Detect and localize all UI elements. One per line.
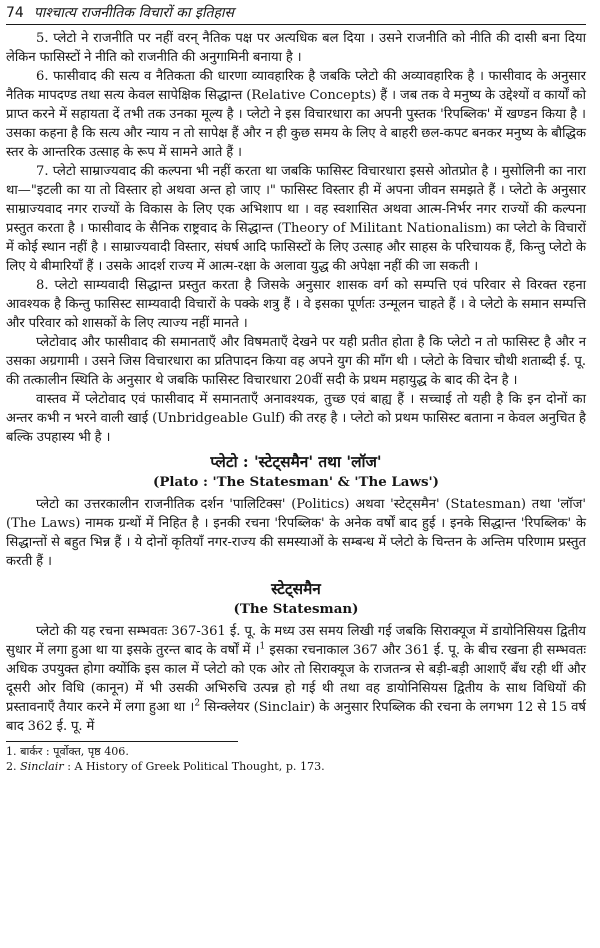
paragraph-point-5: 5. प्लेटो ने राजनीति पर नहीं वरन् नैतिक पक्ष पर अत्यधिक बल दिया । उसने राजनीति को नीति की दासी बना दिया लेकिन फासिस्टों ने नीति को राजनीति की अनुगामिनी बनाया है । [6,31,586,65]
section-subtitle-laws: (Plato : 'The Statesman' & 'The Laws') [153,474,439,490]
paragraph-point-8: 8. प्लेटो साम्यवादी सिद्धान्त प्रस्तुत करता है जिसके अनुसार शासक वर्ग को सम्पत्ति एवं परिवार से विरक्त रहना आवश्यक है किन्तु फासिस्ट साम्यवादी विचारों के पक्के शत्रु हैं । वे इसका पूर्णतः उन्मूलन चाहते हैं । वे प्लेटो के समान सम्पत्ति और परिवार को शासकों के लिए त्याज्य नहीं मानते । [6,278,586,331]
page-number: 74 [6,5,24,21]
paragraph-conclusion-1: प्लेटोवाद और फासीवाद की समानताएँ और विषमताएँ देखने पर यही प्रतीत होता है कि प्लेटो न तो फासिस्ट है और न उसका अग्रगामी । उसने जिस विचारधारा का प्रतिपादन किया वह अपने युग की माँग थी । प्लेटो के विचार चौथी शताब्दी ई. पू. की तत्कालीन स्थिति के अनुसार थे जबकि फासिस्ट विचारधारा 20वीं सदी के प्रथम महायुद्ध के बाद की देन है । [6,335,586,388]
footnote-1: 1. बार्कर : पूर्वोक्त, पृष्ठ 406. [6,745,129,758]
footnote-marker-2: 2 [194,698,201,709]
section-heading-statesman [6,578,586,619]
paragraph-laws-intro: प्लेटो का उत्तरकालीन राजनीतिक दर्शन 'पालिटिक्स' (Politics) अथवा 'स्टेट्समैन' (Statesman) तथा 'लॉज' (The Laws) नामक ग्रन्थों में निहित है । इनकी रचना 'रिपब्लिक' के अनेक वर्षों बाद हुई । इनके सिद्धान्त 'रिपब्लिक' के सिद्धान्तों से बहुत भिन्न हैं । ये दोनों कृतियाँ नगर-राज्य की समस्याओं के सम्बन्ध में प्लेटो के चिन्तन के अन्तिम परिणाम प्रस्तुत करती हैं । [6,497,586,569]
footnote-2-author: Sinclair [20,760,64,773]
section-heading-laws [6,451,586,492]
statesman-text-part-1: प्लेटो की यह रचना सम्भवतः 367-361 ई. पू. के मध्य उस समय लिखी गई जबकि सिराक्यूज में डायोनिसियस द्वितीय सुधार में लगा हुआ था या इसके तुरन्त बाद के वर्षों में । [6,624,586,658]
footnote-marker-1: 1 [259,641,266,652]
footnote-rule [6,741,238,742]
footnote-2-number: 2. [6,760,17,773]
paragraph-point-7: 7. प्लेटो साम्राज्यवाद की कल्पना भी नहीं करता था जबकि फासिस्ट विचारधारा इससे ओतप्रोत है । मुसोलिनी का नारा था—"इटली का या तो विस्तार हो अथवा अन्त हो जाए ।" फासिस्ट विस्तार ही में अपना जीवन समझते हैं । प्लेटो के अनुसार साम्राज्यवाद नगर राज्यों के विकास के लिए एक अभिशाप था । वह स्वशासित अथवा आत्म-निर्भर नगर राज्यों की कल्पना प्रस्तुत करता है । फासीवाद के सैनिक राष्ट्रवाद के सिद्धान्त (Theory of Militant Nationalism) का प्लेटो के विचारों में कोई स्थान नहीं है । साम्राज्यवादी विस्तार, संघर्ष आदि फासिस्टों के लिए उत्साह और साहस के परिचायक हैं, किन्तु प्लेटो के लिए ये बीमारियाँ हैं । उसके आदर्श राज्य में आत्म-रक्षा के अलावा युद्ध की अपेक्षा नहीं की जा सकती । [6,164,586,274]
section-subtitle-statesman: (The Statesman) [233,601,359,617]
footnote-2-text: : A History of Greek Political Thought, p. 173. [67,760,325,773]
footnote-2 [6,759,586,774]
paragraph-point-6: 6. फासीवाद की सत्य व नैतिकता की धारणा व्यावहारिक है जबकि प्लेटो की अव्यावहारिक है । फासीवाद के अनुसार नैतिक मापदण्ड तथा सत्य केवल सापेक्षिक सिद्धान्त (Relative Concepts) हैं । जब तक वे मनुष्य के उद्देश्यों व कार्यों को प्राप्त करने में सहायता दें तभी तक उनका मूल्य है । प्लेटो ने इस विचारधारा का अपनी पुस्तक 'रिपब्लिक' में खण्डन किया है । उसका कहना है कि सत्य और न्याय न तो सापेक्ष हैं और न ही कुछ समय के लिए वे बाहरी छल-कपट बनकर मनुष्य के बौद्धिक स्तर के आन्तरिक उत्साह के रूप में सामने आते हैं । [6,69,586,160]
paragraph-statesman [6,622,586,736]
running-header [6,3,586,23]
section-title-statesman: स्टेट्समैन [271,580,321,598]
statesman-text-part-2: इसका रचनाकाल 367 और 361 ई. पू. के बीच रखना ही सम्भवतः अधिक उपयुक्त होगा क्योंकि इस काल में प्लेटो को एक ओर तो सिराक्यूज के राजतन्त्र से बड़ी-बड़ी आशाएँ बँध रही थीं और दूसरी ओर विधि (कानून) में भी उसकी अभिरुचि उत्पन्न हो गई थी तथा वह डायोनिसियस द्वितीय के साथ विधियों की प्रस्तावनाएँ तैयार करने में लगा हुआ था । [6,643,586,715]
paragraph-conclusion-2: वास्तव में प्लेटोवाद एवं फासीवाद में समानताएँ अनावश्यक, तुच्छ एवं बाह्य हैं । सच्चाई तो यही है कि इन दोनों का अन्तर कभी न भरने वाली खाई (Unbridgeable Gulf) की तरह है । प्लेटो को प्रथम फासिस्ट बताना न केवल अनुचित है बल्कि उपहास्य भी है । [6,392,586,445]
statesman-text-part-3: सिन्क्लेयर (Sinclair) के अनुसार रिपब्लिक की रचना के लगभग 12 से 15 वर्ष बाद 362 ई. पू. में [6,700,586,734]
header-rule [6,24,586,25]
section-title-laws: प्लेटो : 'स्टेट्समैन' तथा 'लॉज' [210,453,382,471]
book-title: पाश्चात्य राजनीतिक विचारों का इतिहास [33,5,235,21]
